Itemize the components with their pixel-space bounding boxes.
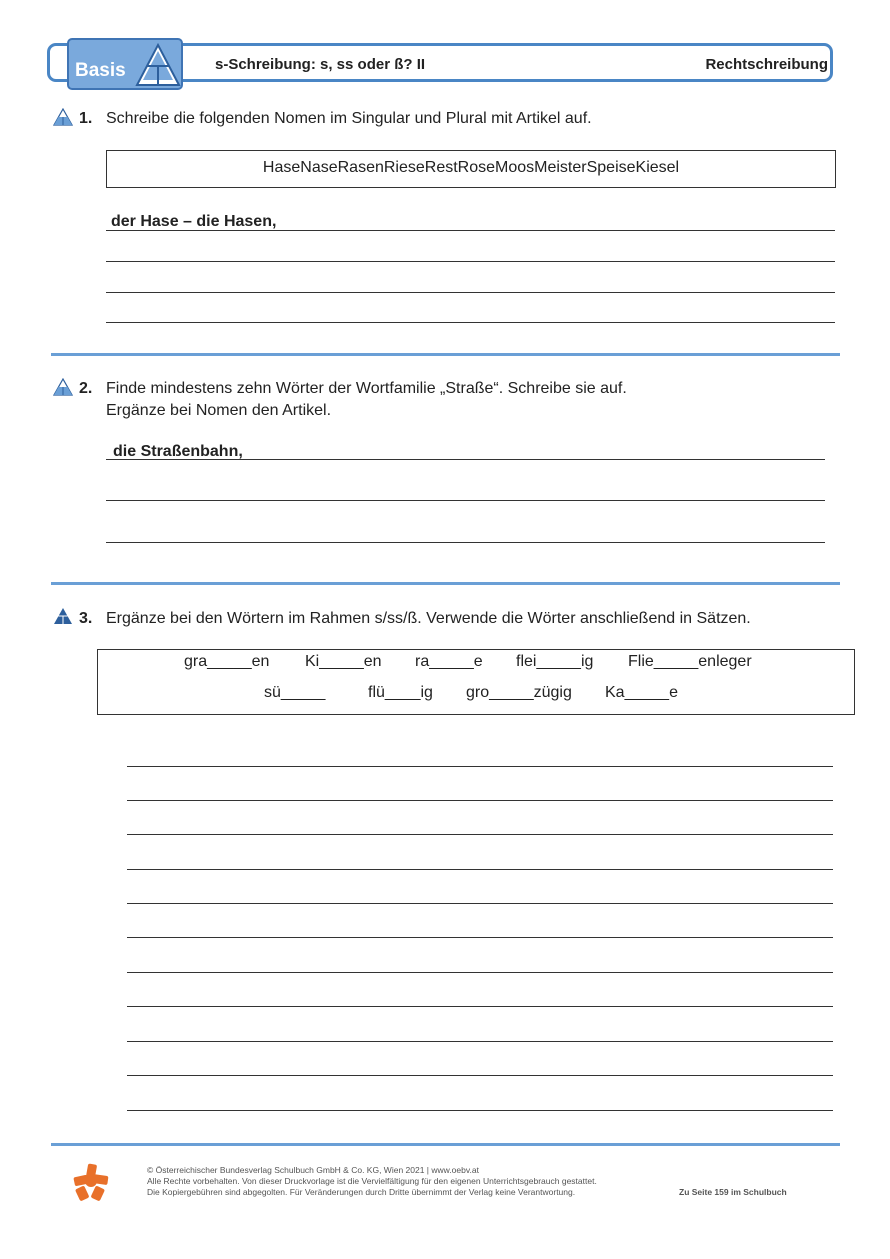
- writing-line[interactable]: [127, 972, 833, 973]
- level-badge: [67, 38, 183, 90]
- footer-line: © Österreichischer Bundesverlag Schulbuch GmbH & Co. KG, Wien 2021 | www.oebv.at: [147, 1165, 479, 1175]
- pyramid-level-icon: [53, 378, 73, 396]
- writing-line[interactable]: [106, 542, 825, 543]
- task-number: 3.: [79, 610, 93, 627]
- section-divider: [51, 353, 840, 356]
- task-instruction: Finde mindestens zehn Wörter der Wortfamilie „Straße“. Schreibe sie auf.: [106, 380, 627, 397]
- writing-line[interactable]: [127, 937, 833, 938]
- word-box: [106, 150, 836, 188]
- writing-line[interactable]: [127, 1041, 833, 1042]
- footer-line: Die Kopiergebühren sind abgegolten. Für Veränderungen durch Dritte übernimmt der Verlag keine Verantwortung.: [147, 1187, 576, 1197]
- writing-line[interactable]: [127, 903, 833, 904]
- writing-line[interactable]: [106, 500, 825, 501]
- writing-line[interactable]: [106, 322, 835, 323]
- gap-word[interactable]: flü____ig: [368, 684, 433, 701]
- gap-word[interactable]: sü_____: [264, 684, 326, 701]
- section-divider: [51, 582, 840, 585]
- writing-line[interactable]: [106, 230, 835, 231]
- writing-line[interactable]: [127, 1110, 833, 1111]
- pyramid-level-icon: [53, 607, 73, 625]
- gap-word[interactable]: Ka_____e: [605, 684, 678, 701]
- footer-divider: [51, 1143, 840, 1146]
- gap-word[interactable]: Ki_____en: [305, 653, 382, 670]
- worksheet-title: s-Schreibung: s, ss oder ß? II: [215, 56, 426, 73]
- word-list: HaseNaseRasenRieseRestRoseMoosMeisterSpeiseKiesel: [262, 159, 680, 176]
- task-instruction: Schreibe die folgenden Nomen im Singular und Plural mit Artikel auf.: [106, 110, 592, 127]
- footer-line: Alle Rechte vorbehalten. Von dieser Druckvorlage ist die Vervielfältigung für den eigenen Unterrichtsgebrauch gestattet.: [147, 1176, 597, 1186]
- gap-word[interactable]: gra_____en: [184, 653, 270, 670]
- writing-line[interactable]: [127, 800, 833, 801]
- publisher-logo-icon: [72, 1162, 110, 1202]
- task-number: 1.: [79, 110, 93, 127]
- writing-line[interactable]: [127, 834, 833, 835]
- writing-line[interactable]: [127, 1006, 833, 1007]
- writing-line[interactable]: [127, 766, 833, 767]
- task-instruction: Ergänze bei den Wörtern im Rahmen s/ss/ß. Verwende die Wörter anschließend in Sätzen.: [106, 610, 751, 627]
- copyright-text: [147, 1165, 597, 1198]
- gap-word[interactable]: gro_____zügig: [466, 684, 572, 701]
- badge-label: Basis: [75, 60, 126, 81]
- textbook-reference: Zu Seite 159 im Schulbuch: [679, 1187, 787, 1197]
- gap-word-box: [97, 649, 855, 715]
- gap-word[interactable]: Flie_____enleger: [628, 653, 752, 670]
- task-instruction-line2: Ergänze bei Nomen den Artikel.: [106, 402, 332, 419]
- writing-line[interactable]: [106, 261, 835, 262]
- writing-line[interactable]: [127, 869, 833, 870]
- gap-word[interactable]: flei_____ig: [516, 653, 594, 670]
- task-number: 2.: [79, 380, 93, 397]
- pyramid-level-icon: [53, 108, 73, 126]
- writing-line[interactable]: [106, 459, 825, 460]
- gap-word[interactable]: ra_____e: [415, 653, 483, 670]
- category-label: Rechtschreibung: [705, 56, 828, 73]
- writing-line[interactable]: [127, 1075, 833, 1076]
- pyramid-icon: [135, 42, 181, 88]
- example-answer: die Straßenbahn,: [113, 443, 243, 460]
- example-answer: der Hase – die Hasen,: [111, 213, 277, 230]
- writing-line[interactable]: [106, 292, 835, 293]
